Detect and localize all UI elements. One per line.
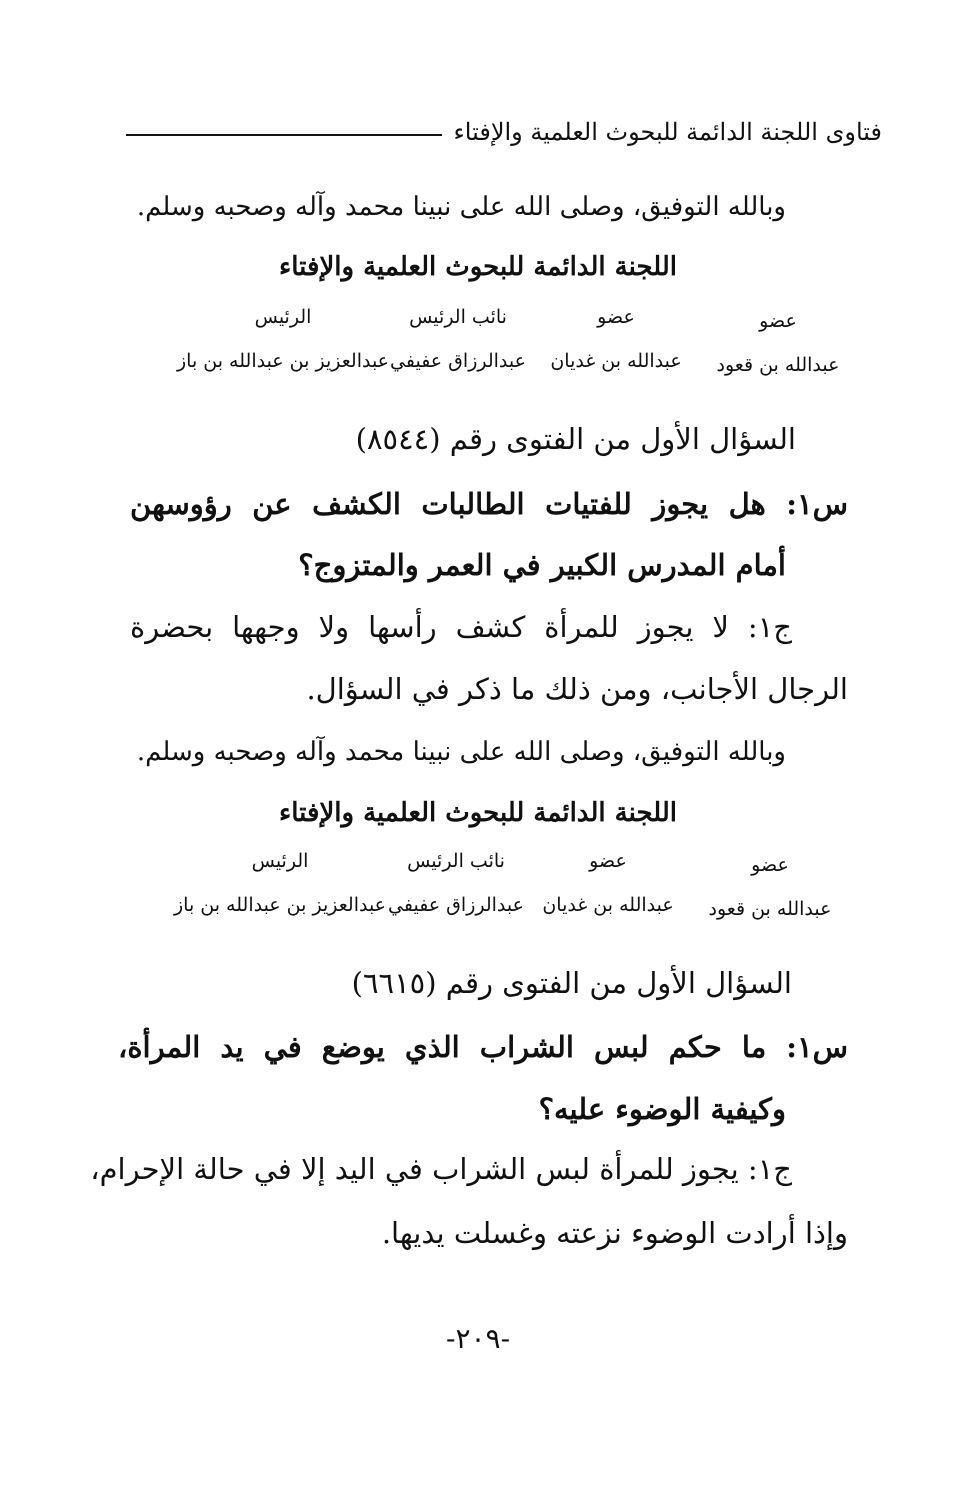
committee-name: اللجنة الدائمة للبحوث العلمية والإفتاء <box>279 252 677 282</box>
signatory-name: عبدالعزيز بن عبدالله بن باز <box>173 894 387 916</box>
committee-name: اللجنة الدائمة للبحوث العلمية والإفتاء <box>279 798 677 828</box>
signatory-roles <box>140 306 848 336</box>
signatory-role: عضو <box>597 306 635 328</box>
fatwa-heading: السؤال الأول من الفتوى رقم (٦٦١٥) <box>351 966 792 1000</box>
page-number: -٢٠٩- <box>445 1322 511 1355</box>
question-line: أمام المدرس الكبير في العمر والمتزوج؟ <box>298 548 786 582</box>
signatory-role: الرئيس <box>254 306 312 328</box>
signatory-names <box>140 350 848 380</box>
signatory-role: عضو <box>751 854 789 876</box>
closing-prayer: وبالله التوفيق، وصلى الله على نبينا محمد وآله وصحبه وسلم. <box>136 192 786 222</box>
signatory-name: عبدالله بن غديان <box>542 894 674 916</box>
signatory-name: عبدالرزاق عفيفي <box>388 894 524 916</box>
question-line: وكيفية الوضوء عليه؟ <box>538 1092 786 1126</box>
fatwa-heading: السؤال الأول من الفتوى رقم (٨٥٤٤) <box>355 422 796 456</box>
signatory-role: عضو <box>759 310 797 332</box>
header-title: فتاوى اللجنة الدائمة للبحوث العلمية والإفتاء <box>453 118 882 146</box>
signatory-name: عبدالله بن قعود <box>708 898 832 920</box>
answer-line: ج١: يجوز للمرأة لبس الشراب في اليد إلا في حالة الإحرام، <box>90 1152 792 1186</box>
answer-line: وإذا أرادت الوضوء نزعته وغسلت يديها. <box>381 1216 848 1250</box>
running-header <box>126 118 882 146</box>
answer-line: الرجال الأجانب، ومن ذلك ما ذكر في السؤال. <box>306 672 848 706</box>
answer-line: ج١: لا يجوز للمرأة كشف رأسها ولا وجهها بحضرة <box>130 610 792 644</box>
signatory-role: الرئيس <box>251 850 309 872</box>
signatory-role: نائب الرئيس <box>409 306 507 328</box>
signatory-name: عبدالله بن قعود <box>716 354 840 376</box>
signatory-roles <box>140 850 848 880</box>
question-line: س١: ما حكم لبس الشراب الذي يوضع في يد المرأة، <box>118 1030 848 1064</box>
signatory-name: عبدالله بن غديان <box>550 350 682 372</box>
closing-prayer: وبالله التوفيق، وصلى الله على نبينا محمد وآله وصحبه وسلم. <box>136 737 786 767</box>
signatory-role: نائب الرئيس <box>407 850 505 872</box>
signatory-role: عضو <box>589 850 627 872</box>
signatory-name: عبدالرزاق عفيفي <box>390 350 526 372</box>
signatory-names <box>140 894 848 924</box>
question-line: س١: هل يجوز للفتيات الطالبات الكشف عن رؤوسهن <box>130 487 848 521</box>
header-rule <box>126 134 442 136</box>
signatory-name: عبدالعزيز بن عبدالله بن باز <box>176 350 390 372</box>
